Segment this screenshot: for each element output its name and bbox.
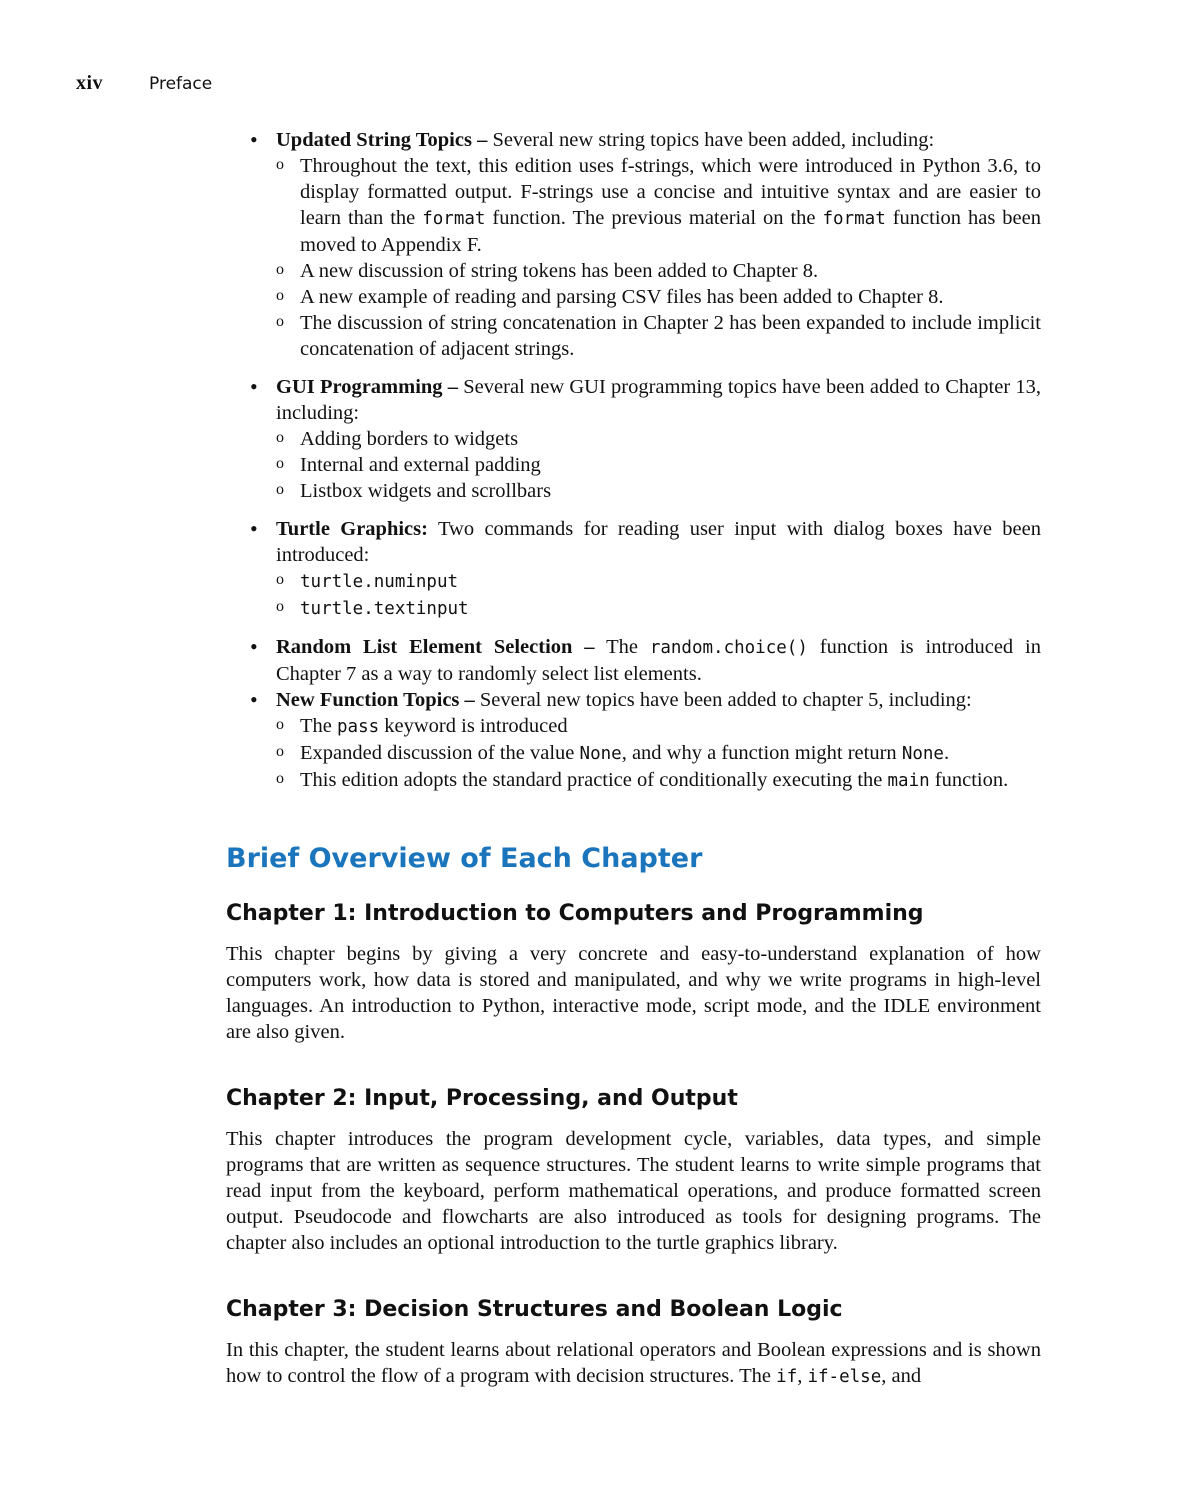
inline-code: turtle.textinput: [300, 599, 469, 619]
page-number: xiv: [76, 72, 104, 94]
bullet-gui-programming: [226, 374, 1041, 504]
inline-code: format: [422, 209, 486, 229]
sub-list: [276, 568, 1041, 622]
sub-item-text: keyword is introduced: [379, 715, 568, 737]
sub-item: [276, 595, 1041, 622]
inline-code: if: [776, 1367, 798, 1387]
chapter-1-heading: Chapter 1: Introduction to Computers and Programming: [226, 901, 924, 926]
sub-item: [276, 713, 1041, 740]
sub-item-text: A new discussion of string tokens has been added to Chapter 8.: [300, 260, 819, 282]
bullet-title: Random List Element Selection –: [276, 636, 595, 658]
paragraph-text: This chapter introduces the program development cycle, variables, data types, and simple programs that are written as sequence structures. The student learns to write simple programs that read input from the keyboard, perform mathematical operations, and produce formatted screen output. Pseudocode and flowcharts are also introduced as tools for designing programs. The chapter also includes an optional introduction to the turtle graphics library.: [226, 1128, 1041, 1254]
chapter-2-summary: [226, 1126, 1041, 1256]
sub-list: [276, 153, 1041, 362]
sub-item-text: Listbox widgets and scrollbars: [300, 480, 552, 502]
paragraph-text: This chapter begins by giving a very concrete and easy-to-understand explanation of how computers work, how data is stored and manipulated, and why we write programs in high-level languages. An introduction to Python, interactive mode, script mode, and the IDLE environment are also given.: [226, 943, 1041, 1043]
sub-item-text: Expanded discussion of the value: [300, 742, 580, 764]
inline-code: main: [887, 771, 930, 791]
sub-item-text: The discussion of string concatenation in Chapter 2 has been expanded to include implicit concatenation of adjacent strings.: [300, 312, 1041, 360]
inline-code: None: [579, 744, 622, 764]
bullet-text: function is introduced in Chapter 7 as a way to randomly select list elements.: [276, 636, 1041, 685]
inline-code: if-else: [807, 1367, 882, 1387]
bullet-new-function-topics: [226, 687, 1041, 794]
sub-item-text: function has been moved to Appendix F.: [300, 207, 1041, 256]
bullet-title: Updated String Topics –: [276, 129, 488, 151]
changes-list: [226, 127, 1041, 794]
sub-item: [276, 478, 1041, 504]
sub-item-text: Throughout the text, this edition uses f-strings, which were introduced in Python 3.6, to display formatted output. F-strings use a concise and intuitive syntax and are easier to learn than the: [300, 155, 1041, 229]
bullet-turtle-graphics: [226, 516, 1041, 622]
chapter-1-summary: [226, 941, 1041, 1045]
sub-item: [276, 153, 1041, 258]
sub-item-text: This edition adopts the standard practice of conditionally executing the: [300, 769, 888, 791]
sub-item: [276, 284, 1041, 310]
bullet-text: The: [594, 636, 650, 658]
sub-item-text: Internal and external padding: [300, 454, 541, 476]
chapter-3-summary: [226, 1337, 1041, 1390]
sub-item: [276, 426, 1041, 452]
inline-code: turtle.numinput: [300, 572, 459, 592]
sub-item: [276, 568, 1041, 595]
inline-code: format: [822, 209, 886, 229]
sub-item: [276, 767, 1041, 794]
inline-code: None: [901, 744, 944, 764]
sub-item: [276, 452, 1041, 478]
sub-item-text: A new example of reading and parsing CSV files has been added to Chapter 8.: [300, 286, 944, 308]
sub-list: [276, 713, 1041, 794]
sub-item: [276, 740, 1041, 767]
running-title: Preface: [149, 74, 213, 94]
inline-code: random.choice(): [649, 638, 808, 658]
sub-item-text: function.: [929, 769, 1009, 791]
chapter-2-heading: Chapter 2: Input, Processing, and Output: [226, 1086, 738, 1111]
sub-item-text: .: [943, 742, 950, 764]
paragraph-text: , and: [881, 1365, 922, 1387]
sub-item: [276, 258, 1041, 284]
bullet-text: Two commands for reading user input with dialog boxes have been introduced:: [276, 518, 1042, 566]
sub-list: [276, 426, 1041, 504]
sub-item-text: The: [300, 715, 337, 737]
section-heading: Brief Overview of Each Chapter: [226, 843, 703, 874]
bullet-random-list-selection: [226, 634, 1041, 687]
bullet-title: GUI Programming –: [276, 376, 459, 398]
sub-item-text: Adding borders to widgets: [300, 428, 519, 450]
inline-code: pass: [337, 717, 380, 737]
page-content: [226, 127, 1041, 1390]
bullet-text: Several new GUI programming topics have been added to Chapter 13, including:: [276, 376, 1041, 424]
chapter-3-heading: Chapter 3: Decision Structures and Boolean Logic: [226, 1297, 843, 1322]
bullet-text: Several new string topics have been added, including:: [487, 129, 935, 151]
bullet-title: Turtle Graphics:: [276, 518, 428, 540]
paragraph-text: In this chapter, the student learns about relational operators and Boolean expressions and is shown how to control the flow of a program with decision structures. The: [226, 1339, 1041, 1387]
bullet-text: Several new topics have been added to chapter 5, including:: [474, 689, 972, 711]
bullet-title: New Function Topics –: [276, 689, 475, 711]
sub-item: [276, 310, 1041, 362]
paragraph-text: ,: [797, 1365, 808, 1387]
sub-item-text: function. The previous material on the: [485, 207, 823, 229]
bullet-updated-string-topics: [226, 127, 1041, 362]
sub-item-text: , and why a function might return: [621, 742, 902, 764]
